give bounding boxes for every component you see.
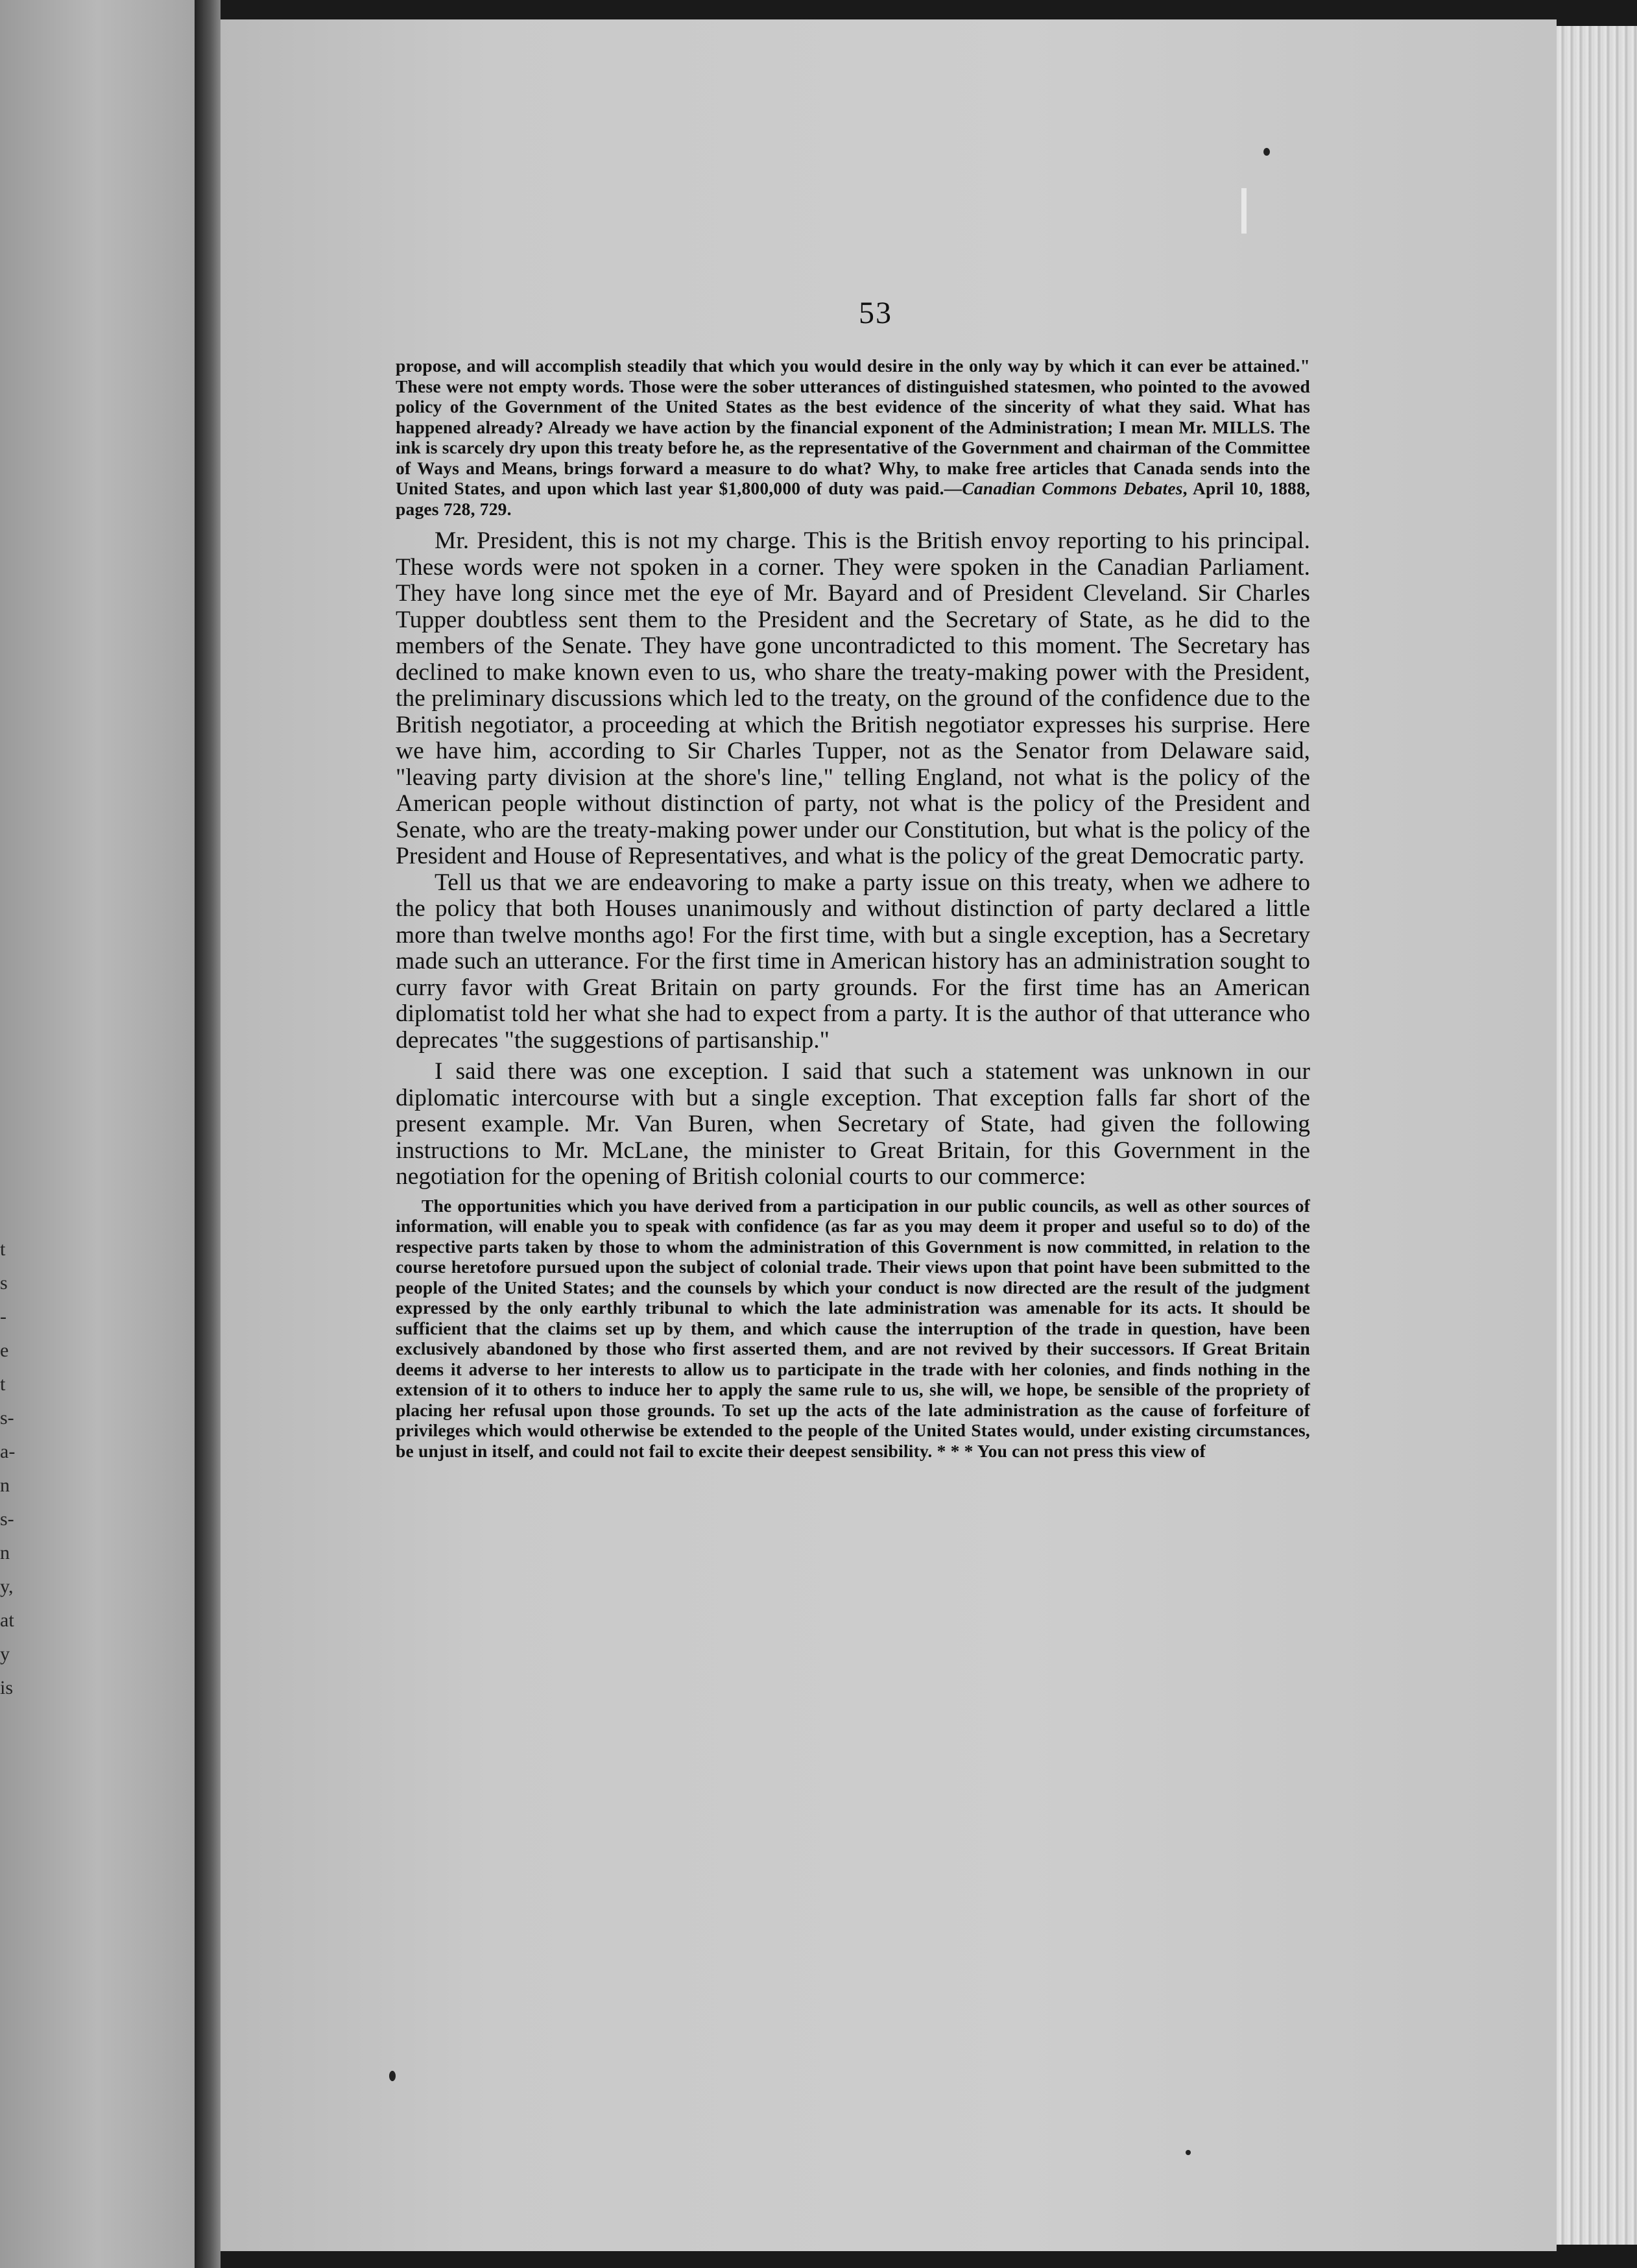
fragment: at [0, 1610, 14, 1631]
fragment: is [0, 1677, 14, 1698]
ink-speck [389, 2071, 396, 2081]
closing-quote: The opportunities which you have derived from a participation in our public councils, as well as other sources of information, will enable you to speak with confidence (as far as you may deem it proper and useful so to do) of the respective parts taken by those to whom the administration of this Government is now committed, in relation to the course heretofore pursued upon the subject of colonial trade. Their views upon that point have been submitted to the people of the United States; and the counsels by which your conduct is now directed are the result of the judgment expressed by the only earthly tribunal to which the late administration was amenable for its acts. It should be sufficient that the claims set up by them, and which cause the interruption of the trade in question, have been exclusively abandoned by those who first asserted them, and are not revived by their successors. If Great Britain deems it adverse to her interests to allow us to participate in the trade with her colonies, and finds nothing in the extension of it to others to induce her to apply the same rule to us, she will, we hope, be sensible of the propriety of placing her refusal upon those grounds. To set up the acts of the late administration as the cause of forfeiture of privileges which would otherwise be extended to the people of the United States would, under existing circumstances, be unjust in itself, and could not fail to excite their deepest sensibility. * * * You can not press this view of [396, 1195, 1310, 1461]
book-binding-gutter [195, 0, 221, 2268]
fragment: n [0, 1542, 10, 1563]
fragment: a- [0, 1441, 16, 1462]
fragment: t [0, 1373, 6, 1395]
fragment: s [0, 1272, 8, 1294]
opening-quote [396, 356, 1310, 519]
fragment: s- [0, 1407, 14, 1429]
paper-mark [1241, 188, 1247, 234]
fragment: - [0, 1306, 6, 1327]
fragment: n [0, 1475, 10, 1496]
fragment: e [0, 1340, 9, 1361]
paragraph: Tell us that we are endeavoring to make a party issue on this treaty, when we adhere to the policy that both Houses unanimously and without distinction of party declared a little more than twelve months ago! For the first time, with but a single exception, has a Secretary made such an utterance. For the first time in American history has an administration sought to curry favor with Great Britain on party grounds. For the first time has an American diplomatist told her what she had to expect from a party. It is the author of that utterance who deprecates "the suggestions of partisanship." [396, 869, 1310, 1054]
page-edges [1557, 26, 1637, 2245]
page-number: 53 [859, 296, 892, 330]
ink-speck [1263, 148, 1270, 156]
fragment: y, [0, 1576, 14, 1597]
opening-quote-citation: Canadian Commons Debates [962, 478, 1183, 498]
facing-page-left [0, 0, 195, 2268]
page-body [396, 356, 1310, 1461]
ink-speck [1186, 2150, 1191, 2155]
paragraph: Mr. President, this is not my charge. This is the British envoy reporting to his principal. These words were not spoken in a corner. They were spoken in the Canadian Parliament. They have long since met the eye of Mr. Bayard and of President Cleveland. Sir Charles Tupper doubtless sent them to the President and the Secretary of State, as he did to the members of the Senate. They have gone uncontradicted to this moment. The Secretary has declined to make known even to us, who share the treaty-making power with the President, the preliminary discussions which led to the treaty, on the ground of the confidence due to the British negotiator, a proceeding at which the British negotiator expresses his surprise. Here we have him, according to Sir Charles Tupper, not as the Senator from Delaware said, "leaving party division at the shore's line," telling England, not what is the policy of the American people without distinction of party, not what is the policy of the President and Senate, who are the treaty-making power under our Constitution, but what is the policy of the President and House of Representatives, and what is the policy of the great Democratic party. [396, 527, 1310, 869]
opening-quote-citation-tail: , April 10, 1888, pages 728, 729. [396, 478, 1310, 519]
facing-page-text-fragments [0, 1233, 39, 1705]
paragraph: I said there was one exception. I said that such a statement was unknown in our diplomatic intercourse with but a single exception. That exception falls far short of the present example. Mr. Van Buren, when Secretary of State, had given the following instructions to Mr. McLane, the minister to Great Britain, for this Government in the negotiation for the opening of British colonial courts to our commerce: [396, 1058, 1310, 1190]
fragment: y [0, 1643, 10, 1665]
opening-quote-text: propose, and will accomplish steadily that which you would desire in the only way by which it can ever be attained." These were not empty words. Those were the sober utterances of distinguished statesmen, who pointed to the avowed policy of the Government of the United States as the best evidence of the sincerity of what they said. What has happened already? Already we have action by the financial exponent of the Administration; I mean Mr. MILLS. The ink is scarcely dry upon this treaty before he, as the representative of the Government and chairman of the Committee of Ways and Means, brings forward a measure to do what? Why, to make free articles that Canada sends into the United States, and upon which last year $1,800,000 of duty was paid.— [396, 356, 1310, 498]
fragment: s- [0, 1508, 14, 1530]
fragment: t [0, 1238, 6, 1260]
